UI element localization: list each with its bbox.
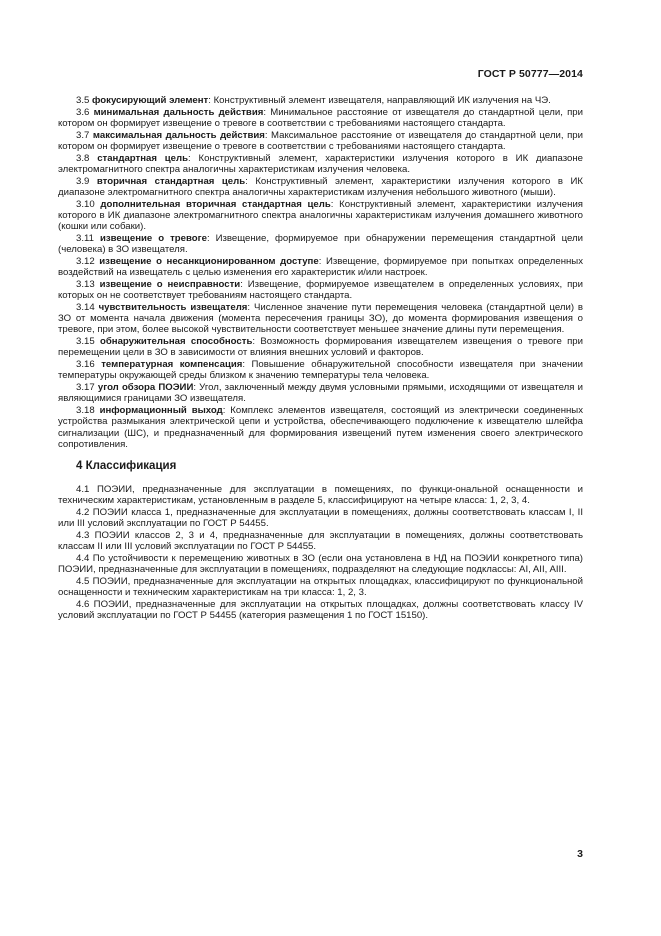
definition-text: : Повышение обнаружительной способности извещателя при значении температуры окружающей среды близком к значению температуры тела человека. xyxy=(58,359,583,382)
definition-number: 3.8 xyxy=(76,152,90,164)
definition-text: : Комплекс элементов извещателя, состоящий из электрически соединенных устройства размыкания электрической цепи и устройства, обеспечивающего подключение к извещателю шлейфа сигнализации (ШС), и предназначенный для формирования извещений путем изменения своего электрического сопротивления. xyxy=(58,405,583,450)
definition-3-12 xyxy=(58,256,583,278)
definition-text: : Конструктивный элемент, характеристики излучения которого в ИК диапазоне электромагнитного спектра аналогичны характеристикам излучения домашнего животного (кошки или собаки). xyxy=(58,198,583,233)
definition-3-7 xyxy=(58,130,583,152)
definition-3-5 xyxy=(58,95,583,106)
definition-3-10 xyxy=(58,199,583,233)
clause-4-3: 4.3 ПОЭИИ классов 2, 3 и 4, предназначенные для эксплуатации в помещениях, должны соответствовать классам II или III условий эксплуатации по ГОСТ Р 54455. xyxy=(58,530,583,553)
classification-section xyxy=(58,484,583,621)
definition-text: : Извещение, формируемое при попытках определенных воздействий на извещатель с целью изменения его характеристик и/или настроек. xyxy=(58,256,583,279)
definition-text: : Минимальное расстояние от извещателя до стандартной цели, при котором он формирует извещение о тревоге в соответствии с требованиями настоящего стандарта. xyxy=(58,106,583,129)
definition-term: угол обзора ПОЭИИ xyxy=(97,382,194,394)
definition-number: 3.5 xyxy=(76,95,90,106)
definition-3-6 xyxy=(58,107,583,129)
document-header-code: ГОСТ Р 50777—2014 xyxy=(477,68,583,80)
definition-term: информационный выход xyxy=(99,405,223,417)
definition-number: 3.11 xyxy=(76,233,94,244)
definition-text: : Извещение, формируемое при обнаружении перемещения стандартной цели (человека) в ЗО извещателя. xyxy=(58,233,583,256)
definition-number: 3.14 xyxy=(76,302,95,313)
definition-3-13 xyxy=(58,279,583,301)
definition-number: 3.13 xyxy=(76,279,95,290)
definition-number: 3.9 xyxy=(76,175,90,187)
clause-4-2: 4.2 ПОЭИИ класса 1, предназначенные для эксплуатации в помещениях, должны соответствовать классам I, II или III условий эксплуатации по ГОСТ Р 54455. xyxy=(58,507,583,530)
document-body xyxy=(58,95,583,622)
definition-term: фокусирующий элемент xyxy=(92,95,209,106)
definition-number: 3.6 xyxy=(76,106,90,118)
definition-term: чувствительность извещателя xyxy=(98,302,248,313)
definition-text: : Извещение, формируемое извещателем в определенных условиях, при которых он не соответствует требованиям настоящего стандарта. xyxy=(58,279,583,302)
definition-number: 3.18 xyxy=(76,405,95,417)
definition-number: 3.7 xyxy=(76,129,90,141)
definition-3-16 xyxy=(58,359,583,381)
definition-term: вторичная стандартная цель xyxy=(96,175,246,187)
definition-3-11 xyxy=(58,233,583,255)
definition-text: : Конструктивный элемент извещателя, направляющий ИК излучения на ЧЭ. xyxy=(208,95,551,106)
definition-term: минимальная дальность действия xyxy=(93,106,264,118)
definition-3-14 xyxy=(58,302,583,336)
definition-number: 3.16 xyxy=(76,359,95,371)
page-number: 3 xyxy=(577,848,583,860)
definition-3-15 xyxy=(58,336,583,358)
definition-text: : Численное значение пути перемещения человека (стандартной цели) в ЗО от момента начала движения (момента пересечения границы ЗО), до момента формирования извещения о тревоге, при этом, более высокой чувствительности соответствует меньшее значение длины пути перемещения. xyxy=(58,302,584,336)
definition-3-18 xyxy=(58,405,583,450)
definition-term: обнаружительная способность xyxy=(100,336,253,348)
definition-term: извещение о тревоге xyxy=(99,233,207,244)
definition-term: извещение о несанкционированном доступе xyxy=(99,256,319,267)
definition-3-17 xyxy=(58,382,583,404)
definition-text: : Конструктивный элемент, характеристики излучения которого в ИК диапазоне электромагнитного спектра аналогичны характеристикам излучения человека. xyxy=(58,152,583,175)
clause-4-6: 4.6 ПОЭИИ, предназначенные для эксплуатации на открытых площадках, должны соответствовать классу IV условий эксплуатации по ГОСТ Р 54455 (категория размещения 1 по ГОСТ 15150). xyxy=(58,599,583,622)
section-heading-classification: 4 Классификация xyxy=(76,460,177,473)
definition-text: : Максимальное расстояние от извещателя до стандартной цели, при котором он формирует извещение о тревоге в соответствии с требованиями настоящего стандарта. xyxy=(58,129,584,152)
clause-4-1: 4.1 ПОЭИИ, предназначенные для эксплуатации в помещениях, по функци-ональной оснащенности и техническим характеристикам, установленным в разделе 5, классифицируют на четыре класса: 1, 2, 3, 4. xyxy=(58,484,583,507)
definition-3-8 xyxy=(58,153,583,175)
definition-number: 3.10 xyxy=(76,198,95,210)
definition-number: 3.17 xyxy=(76,382,95,394)
definition-term: температурная компенсация xyxy=(101,359,243,371)
definition-text: : Угол, заключенный между двумя условными прямыми, исходящими от извещателя и являющимися границами ЗО извещателя. xyxy=(58,382,583,405)
definition-number: 3.15 xyxy=(76,336,95,348)
definition-3-9 xyxy=(58,176,583,198)
clause-4-5: 4.5 ПОЭИИ, предназначенные для эксплуатации на открытых площадках, классифицируют по функциональной оснащенности и техническим характеристикам на три класса: 1, 2, 3. xyxy=(58,576,583,599)
definition-term: извещение о неисправности xyxy=(99,279,241,290)
definition-term: максимальная дальность действия xyxy=(92,129,265,141)
definition-text: : Конструктивный элемент, характеристики излучения которого в ИК диапазоне электромагнитного спектра аналогичны характеристикам излучения небольшого животного (мыши). xyxy=(58,175,583,198)
definition-text: : Возможность формирования извещателем извещения о тревоге при перемещении цели в ЗО в зависимости от влияния внешних условий и факторов. xyxy=(58,336,583,359)
definition-term: стандартная цель xyxy=(97,152,189,164)
clause-4-4: 4.4 По устойчивости к перемещению животных в ЗО (если она установлена в НД на ПОЭИИ конкретного типа) ПОЭИИ, предназначенные для эксплуатации в помещениях, подразделяют на следующие подклассы: AI, AII, AIII. xyxy=(58,553,583,576)
definition-term: дополнительная вторичная стандартная цель xyxy=(100,198,331,210)
definitions-list xyxy=(58,95,583,450)
definition-number: 3.12 xyxy=(76,256,95,267)
